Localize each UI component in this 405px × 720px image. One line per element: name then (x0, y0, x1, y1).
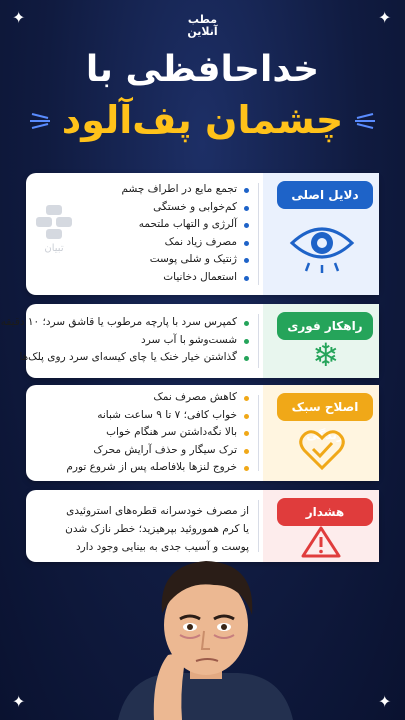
sparkle-icon: ✦ (378, 8, 392, 27)
decorative-lines-icon (28, 112, 62, 128)
divider (258, 500, 259, 552)
list-item: کمپرس سرد با پارچه مرطوب یا قاشق سرد؛ ۱۰ دقیقه (34, 314, 249, 332)
list-item: استعمال دخانیات (34, 269, 249, 287)
watermark-text: تبیان (44, 243, 64, 254)
list-item: ژنتیک و شلی پوست (34, 251, 249, 269)
divider (258, 183, 259, 285)
list-item: گذاشتن خیار خنک یا چای کیسه‌ای سرد روی پلک‌ها (34, 349, 249, 367)
immediate-remedy-card (0, 304, 379, 378)
tired-person-illustration (118, 555, 293, 720)
sparkle-icon: ✦ (12, 8, 26, 27)
list-item: کم‌خوابی و خستگی (34, 199, 249, 217)
list-item: خواب کافی؛ ۷ تا ۹ ساعت شبانه (34, 407, 249, 425)
divider (258, 395, 259, 471)
list-item: خروج لنزها بلافاصله پس از شروع تورم (34, 459, 249, 477)
eye-icon (289, 219, 355, 275)
snowflake-icon: ❄ (312, 336, 339, 374)
sparkle-icon: ✦ (378, 692, 392, 711)
watermark-icon (36, 205, 72, 239)
warning-card (26, 490, 379, 562)
remedy-tag: راهکار فوری (277, 312, 373, 340)
list-item: شست‌وشو با آب سرد (34, 332, 249, 350)
list-item: کاهش مصرف نمک (34, 389, 249, 407)
page-title-line2: چشمان پف‌آلود (61, 98, 344, 142)
warning-line: یا کرم هموروئید بپرهیزید؛ خطر نازک شدن (65, 523, 249, 535)
lifestyle-tag: اصلاح سبک زندگی (277, 393, 373, 421)
list-item: مصرف زیاد نمک (34, 234, 249, 252)
brand-line2: آنلاین (187, 25, 218, 38)
page-title-line1: خداحافظی با (85, 49, 320, 90)
lifestyle-card (26, 385, 379, 481)
warning-icon (301, 526, 341, 558)
lifestyle-list (34, 389, 249, 477)
warning-line: از مصرف خودسرانه قطره‌های استروئیدی (66, 505, 249, 517)
list-item: آلرژی و التهاب ملتحمه (34, 216, 249, 234)
list-item: بالا نگه‌داشتن سر هنگام خواب (34, 424, 249, 442)
divider (258, 314, 259, 368)
causes-tag: دلایل اصلی (277, 181, 373, 209)
brand-line1: مطب (187, 13, 218, 26)
warning-tag: هشدار (277, 498, 373, 526)
watermark-logo (36, 205, 72, 255)
remedy-list (0, 314, 249, 367)
warning-text (34, 502, 249, 556)
warning-line: پوست و آسیب جدی به بینایی وجود دارد (76, 541, 249, 553)
brand-logo (0, 14, 405, 38)
heart-check-icon (299, 429, 345, 471)
decorative-lines-icon (343, 112, 377, 128)
causes-card (26, 173, 379, 295)
list-item: ترک سیگار و حذف آرایش محرک (34, 442, 249, 460)
list-item: تجمع مایع در اطراف چشم (34, 181, 249, 199)
sparkle-icon: ✦ (12, 692, 26, 711)
